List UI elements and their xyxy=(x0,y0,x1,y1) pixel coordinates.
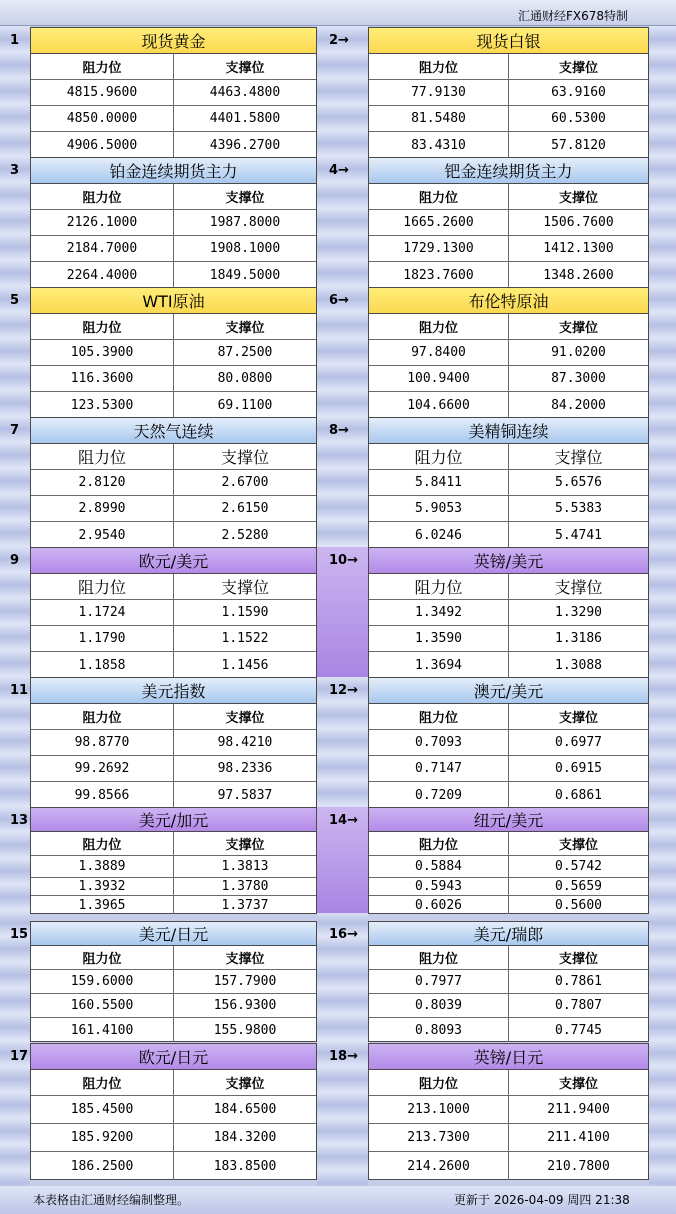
table-row xyxy=(369,470,648,496)
block-number: 6→ xyxy=(329,293,349,308)
support-value: 1348.2600 xyxy=(543,267,614,283)
resistance-header: 阻力位 xyxy=(31,184,174,209)
header-row xyxy=(369,184,648,210)
support-header: 支撑位 xyxy=(558,711,598,726)
support-header: 支撑位 xyxy=(225,838,265,853)
table-row xyxy=(369,1152,648,1180)
table-row xyxy=(31,496,316,522)
quote-table xyxy=(368,417,649,548)
block-number: 5 xyxy=(10,293,20,308)
resistance-header: 阻力位 xyxy=(369,946,509,969)
instrument-title: 美元/日元 xyxy=(31,922,316,946)
table-row xyxy=(31,878,316,896)
support-value: 5.4741 xyxy=(555,527,602,543)
support-value: 91.0200 xyxy=(551,345,606,360)
table-row xyxy=(369,132,648,158)
right-gutter xyxy=(649,26,676,1186)
resistance-value: 105.3900 xyxy=(31,340,174,365)
resistance-header: 阻力位 xyxy=(369,314,509,339)
table-row xyxy=(31,470,316,496)
header-row xyxy=(369,704,648,730)
table-row xyxy=(31,340,316,366)
resistance-value: 1729.1300 xyxy=(369,236,509,261)
resistance-header: 阻力位 xyxy=(31,54,174,79)
header-row xyxy=(369,946,648,970)
resistance-value: 1.3889 xyxy=(31,856,174,877)
support-value: 4396.2700 xyxy=(209,137,281,153)
table-row xyxy=(369,600,648,626)
quote-table xyxy=(30,27,317,158)
left-gutter xyxy=(0,26,30,1186)
resistance-value: 5.9053 xyxy=(369,496,509,521)
table-row xyxy=(31,210,316,236)
block-number: 9 xyxy=(10,553,20,568)
resistance-value: 0.6026 xyxy=(369,896,509,914)
instrument-title: WTI原油 xyxy=(31,288,316,314)
block-number: 12→ xyxy=(329,683,358,698)
resistance-value: 2264.4000 xyxy=(31,262,174,288)
quote-table xyxy=(30,1043,317,1180)
resistance-header: 阻力位 xyxy=(31,704,174,729)
support-value: 2.5280 xyxy=(221,527,269,543)
table-row xyxy=(31,600,316,626)
support-header: 支撑位 xyxy=(558,838,598,853)
quote-table xyxy=(368,1043,649,1180)
resistance-value: 99.2692 xyxy=(31,756,174,781)
resistance-value: 1.3590 xyxy=(369,626,509,651)
resistance-value: 81.5480 xyxy=(369,106,509,131)
table-row xyxy=(31,1096,316,1124)
resistance-value: 186.2500 xyxy=(31,1152,174,1180)
resistance-value: 83.4310 xyxy=(369,132,509,158)
table-row xyxy=(31,132,316,158)
instrument-title: 现货白银 xyxy=(369,28,648,54)
support-value: 210.7800 xyxy=(547,1158,610,1174)
support-value: 1.3290 xyxy=(555,605,602,620)
resistance-value: 161.4100 xyxy=(31,1018,174,1042)
support-value: 211.9400 xyxy=(547,1102,610,1117)
instrument-title: 美元指数 xyxy=(31,678,316,704)
support-value: 98.2336 xyxy=(217,761,273,776)
table-row xyxy=(31,262,316,288)
brand-label: 汇通财经FX678特制 xyxy=(517,9,628,23)
support-header: 支撑位 xyxy=(225,61,265,76)
block-number: 8→ xyxy=(329,423,349,438)
table-row xyxy=(31,522,316,548)
block-number: 15 xyxy=(10,927,29,942)
support-header: 支撑位 xyxy=(225,1077,265,1092)
resistance-value: 0.5884 xyxy=(369,856,509,877)
resistance-header: 阻力位 xyxy=(31,832,174,855)
support-header: 支撑位 xyxy=(558,61,598,76)
support-value: 0.5742 xyxy=(555,859,602,874)
resistance-value: 2184.7000 xyxy=(31,236,174,261)
support-value: 1.3186 xyxy=(555,631,602,646)
table-row xyxy=(369,236,648,262)
table-row xyxy=(31,392,316,418)
support-value: 5.6576 xyxy=(555,475,602,490)
resistance-header: 阻力位 xyxy=(31,444,174,469)
resistance-value: 4906.5000 xyxy=(31,132,174,158)
support-value: 183.8500 xyxy=(213,1158,277,1174)
table-row xyxy=(369,782,648,808)
support-value: 0.6861 xyxy=(555,787,602,803)
resistance-value: 104.6600 xyxy=(369,392,509,418)
support-value: 0.5659 xyxy=(555,879,602,894)
instrument-title: 铂金连续期货主力 xyxy=(31,158,316,184)
support-header: 支撑位 xyxy=(558,1077,598,1092)
resistance-value: 4850.0000 xyxy=(31,106,174,131)
resistance-header: 阻力位 xyxy=(369,54,509,79)
support-value: 1.3813 xyxy=(221,859,269,874)
resistance-value: 0.7147 xyxy=(369,756,509,781)
resistance-value: 185.9200 xyxy=(31,1124,174,1151)
resistance-value: 214.2600 xyxy=(369,1152,509,1180)
support-value: 97.5837 xyxy=(217,787,273,803)
table-row xyxy=(31,106,316,132)
block-number: 3 xyxy=(10,163,20,178)
table-row xyxy=(31,1018,316,1042)
instrument-title: 英镑/美元 xyxy=(369,548,648,574)
support-header: 支撑位 xyxy=(220,448,269,467)
support-value: 0.6915 xyxy=(555,761,602,776)
resistance-value: 2.8990 xyxy=(31,496,174,521)
table-row xyxy=(369,626,648,652)
support-header: 支撑位 xyxy=(558,321,598,336)
resistance-header: 阻力位 xyxy=(369,704,509,729)
resistance-value: 1.1724 xyxy=(31,600,174,625)
resistance-value: 123.5300 xyxy=(31,392,174,418)
support-value: 156.9300 xyxy=(213,998,277,1013)
resistance-header: 阻力位 xyxy=(31,314,174,339)
resistance-value: 2126.1000 xyxy=(31,210,174,235)
resistance-value: 0.8039 xyxy=(369,994,509,1017)
table-row xyxy=(369,340,648,366)
instrument-title: 欧元/美元 xyxy=(31,548,316,574)
support-header: 支撑位 xyxy=(558,191,598,206)
support-value: 157.7900 xyxy=(213,974,277,989)
resistance-value: 1665.2600 xyxy=(369,210,509,235)
resistance-value: 98.8770 xyxy=(31,730,174,755)
table-row xyxy=(369,856,648,878)
header-row xyxy=(369,1070,648,1096)
quote-table xyxy=(30,677,317,808)
instrument-title: 现货黄金 xyxy=(31,28,316,54)
instrument-title: 天然气连续 xyxy=(31,418,316,444)
table-row xyxy=(369,106,648,132)
support-value: 1506.7600 xyxy=(543,215,614,230)
support-value: 0.7861 xyxy=(555,974,602,989)
block-number: 10→ xyxy=(329,553,358,568)
table-row xyxy=(31,1124,316,1152)
block-number: 14→ xyxy=(329,813,358,828)
support-value: 87.3000 xyxy=(551,371,606,386)
instrument-title: 美元/加元 xyxy=(31,808,316,832)
instrument-title: 纽元/美元 xyxy=(369,808,648,832)
header-row xyxy=(369,444,648,470)
header-row xyxy=(31,444,316,470)
header-row xyxy=(369,574,648,600)
header-row xyxy=(31,946,316,970)
support-value: 63.9160 xyxy=(551,85,606,100)
resistance-value: 0.7977 xyxy=(369,970,509,993)
block-number: 17 xyxy=(10,1049,29,1064)
support-value: 80.0800 xyxy=(217,371,273,386)
instrument-title: 英镑/日元 xyxy=(369,1044,648,1070)
support-value: 2.6700 xyxy=(221,475,269,490)
support-header: 支撑位 xyxy=(220,578,269,597)
footer xyxy=(0,1186,676,1214)
resistance-value: 159.6000 xyxy=(31,970,174,993)
block-number: 11 xyxy=(10,683,29,698)
support-value: 60.5300 xyxy=(551,111,606,126)
support-value: 1908.1000 xyxy=(209,241,281,256)
quote-table xyxy=(30,547,317,678)
support-header: 支撑位 xyxy=(225,952,265,967)
instrument-title: 钯金连续期货主力 xyxy=(369,158,648,184)
resistance-value: 6.0246 xyxy=(369,522,509,548)
header-row xyxy=(31,832,316,856)
resistance-value: 1823.7600 xyxy=(369,262,509,288)
table-row xyxy=(31,236,316,262)
resistance-value: 1.3694 xyxy=(369,652,509,678)
support-value: 57.8120 xyxy=(551,137,606,153)
quote-table xyxy=(368,27,649,158)
resistance-value: 5.8411 xyxy=(369,470,509,495)
header-row xyxy=(369,832,648,856)
quote-table xyxy=(368,921,649,1042)
support-value: 1412.1300 xyxy=(543,241,614,256)
support-value: 184.3200 xyxy=(213,1130,277,1145)
quote-table xyxy=(30,157,317,288)
table-row xyxy=(31,970,316,994)
support-header: 支撑位 xyxy=(558,952,598,967)
header-row xyxy=(31,314,316,340)
resistance-header: 阻力位 xyxy=(369,184,509,209)
block-number: 18→ xyxy=(329,1049,358,1064)
table-row xyxy=(369,730,648,756)
resistance-value: 4815.9600 xyxy=(31,80,174,105)
block-number: 13 xyxy=(10,813,29,828)
table-row xyxy=(369,896,648,914)
quote-table xyxy=(30,921,317,1042)
support-value: 4401.5800 xyxy=(209,111,281,126)
quote-table xyxy=(30,807,317,914)
quote-table xyxy=(30,287,317,418)
quote-table xyxy=(368,157,649,288)
resistance-value: 0.7209 xyxy=(369,782,509,808)
resistance-value: 2.9540 xyxy=(31,522,174,548)
support-header: 支撑位 xyxy=(225,321,265,336)
quote-table xyxy=(368,807,649,914)
table-row xyxy=(369,756,648,782)
quote-table xyxy=(368,547,649,678)
resistance-header: 阻力位 xyxy=(31,1070,174,1095)
table-row xyxy=(369,262,648,288)
table-row xyxy=(31,1152,316,1180)
table-row xyxy=(31,652,316,678)
table-row xyxy=(31,730,316,756)
support-value: 1.1456 xyxy=(221,657,269,673)
support-value: 155.9800 xyxy=(213,1022,277,1038)
support-value: 1849.5000 xyxy=(209,267,281,283)
table-row xyxy=(369,392,648,418)
table-row xyxy=(369,652,648,678)
updated-time: 更新于 2026-04-09 周四 21:38 xyxy=(454,1193,630,1207)
header-row xyxy=(369,314,648,340)
resistance-value: 1.1858 xyxy=(31,652,174,678)
resistance-value: 77.9130 xyxy=(369,80,509,105)
table-row xyxy=(31,782,316,808)
support-header: 支撑位 xyxy=(554,578,603,597)
support-header: 支撑位 xyxy=(225,711,265,726)
header-row xyxy=(31,184,316,210)
resistance-value: 2.8120 xyxy=(31,470,174,495)
block-number: 4→ xyxy=(329,163,349,178)
table-row xyxy=(31,856,316,878)
support-value: 1.3737 xyxy=(221,897,269,913)
support-value: 1.3088 xyxy=(555,657,602,673)
support-value: 1.3780 xyxy=(221,879,269,894)
support-value: 0.6977 xyxy=(555,735,602,750)
support-value: 84.2000 xyxy=(551,397,606,413)
footer-note: 本表格由汇通财经编制整理。 xyxy=(33,1193,190,1207)
table-row xyxy=(369,1096,648,1124)
support-value: 69.1100 xyxy=(217,397,273,413)
table-row xyxy=(369,878,648,896)
support-value: 184.6500 xyxy=(213,1102,277,1117)
resistance-value: 1.1790 xyxy=(31,626,174,651)
header-row xyxy=(31,574,316,600)
table-row xyxy=(31,756,316,782)
block-number: 1 xyxy=(10,33,20,48)
table-row xyxy=(31,626,316,652)
resistance-header: 阻力位 xyxy=(369,574,509,599)
quote-table xyxy=(368,287,649,418)
table-row xyxy=(369,994,648,1018)
support-value: 1987.8000 xyxy=(209,215,281,230)
table-row xyxy=(369,210,648,236)
instrument-title: 美精铜连续 xyxy=(369,418,648,444)
quote-table xyxy=(30,417,317,548)
block-number: 2→ xyxy=(329,33,349,48)
table-row xyxy=(369,970,648,994)
table-row xyxy=(369,522,648,548)
instrument-title: 布伦特原油 xyxy=(369,288,648,314)
quote-table xyxy=(368,677,649,808)
resistance-value: 97.8400 xyxy=(369,340,509,365)
resistance-value: 0.5943 xyxy=(369,878,509,895)
resistance-value: 1.3492 xyxy=(369,600,509,625)
resistance-header: 阻力位 xyxy=(369,832,509,855)
table-row xyxy=(369,496,648,522)
resistance-header: 阻力位 xyxy=(369,1070,509,1095)
support-value: 87.2500 xyxy=(217,345,273,360)
resistance-value: 213.1000 xyxy=(369,1096,509,1123)
instrument-title: 欧元/日元 xyxy=(31,1044,316,1070)
block-number: 7 xyxy=(10,423,20,438)
support-value: 2.6150 xyxy=(221,501,269,516)
support-value: 0.5600 xyxy=(555,897,602,913)
support-value: 0.7745 xyxy=(555,1022,602,1038)
block-number: 16→ xyxy=(329,927,358,942)
support-value: 1.1522 xyxy=(221,631,269,646)
instrument-title: 澳元/美元 xyxy=(369,678,648,704)
table-row xyxy=(369,80,648,106)
resistance-header: 阻力位 xyxy=(31,574,174,599)
support-value: 98.4210 xyxy=(217,735,273,750)
resistance-header: 阻力位 xyxy=(31,946,174,969)
table-row xyxy=(369,1124,648,1152)
table-row xyxy=(31,896,316,914)
table-row xyxy=(31,366,316,392)
resistance-value: 116.3600 xyxy=(31,366,174,391)
header-row xyxy=(31,54,316,80)
resistance-value: 1.3932 xyxy=(31,878,174,895)
resistance-value: 160.5500 xyxy=(31,994,174,1017)
resistance-value: 185.4500 xyxy=(31,1096,174,1123)
support-value: 0.7807 xyxy=(555,998,602,1013)
top-bar xyxy=(0,0,676,26)
table-row xyxy=(31,994,316,1018)
support-header: 支撑位 xyxy=(554,448,603,467)
support-value: 211.4100 xyxy=(547,1130,610,1145)
resistance-value: 99.8566 xyxy=(31,782,174,808)
table-row xyxy=(31,80,316,106)
support-header: 支撑位 xyxy=(225,191,265,206)
support-value: 4463.4800 xyxy=(209,85,281,100)
instrument-title: 美元/瑞郎 xyxy=(369,922,648,946)
table-row xyxy=(369,1018,648,1042)
support-value: 5.5383 xyxy=(555,501,602,516)
header-row xyxy=(31,1070,316,1096)
resistance-value: 0.8093 xyxy=(369,1018,509,1042)
resistance-value: 213.7300 xyxy=(369,1124,509,1151)
table-row xyxy=(369,366,648,392)
resistance-value: 0.7093 xyxy=(369,730,509,755)
resistance-value: 100.9400 xyxy=(369,366,509,391)
support-value: 1.1590 xyxy=(221,605,269,620)
resistance-header: 阻力位 xyxy=(369,444,509,469)
header-row xyxy=(369,54,648,80)
resistance-value: 1.3965 xyxy=(31,896,174,914)
header-row xyxy=(31,704,316,730)
